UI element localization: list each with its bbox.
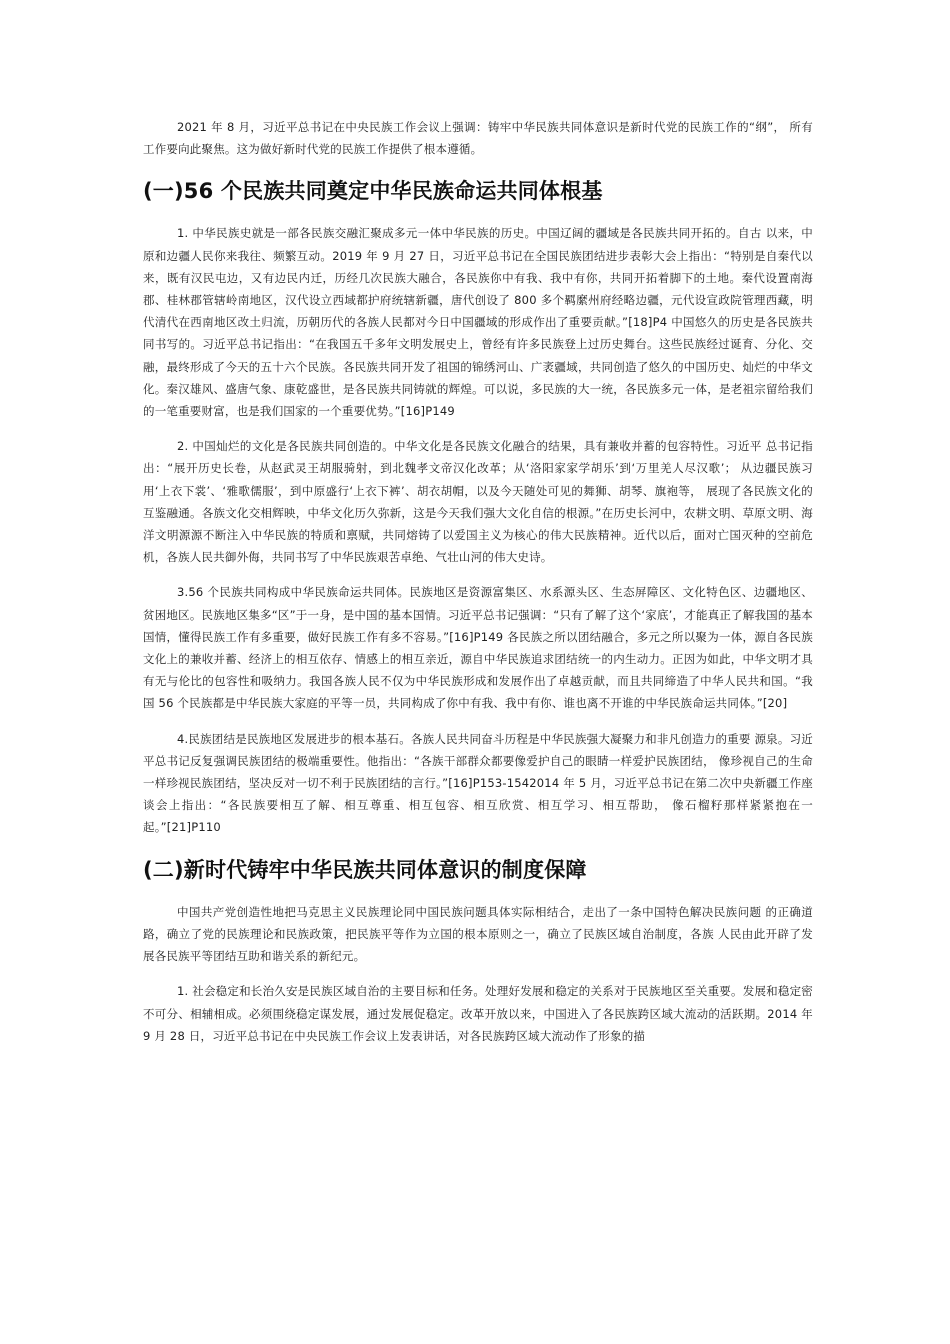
- section-1-paragraph-1: 1. 中华民族史就是一部各民族交融汇聚成多元一体中华民族的历史。中国辽阔的疆域是各民族共同开拓的。自古 以来，中原和边疆人民你来我往、频繁互动。2019 年 9 月 27 日，习近平总书记在全国民族团结进步表彰大会上指出：“特别是自秦代以来，既有汉民屯边，又有边民内迁，历经几次民族大融合，各民族你中有我、我中有你，共同开拓着脚下的土地。秦代设置南海郡、桂林郡管辖岭南地区，汉代设立西域都护府统辖新疆，唐代创设了 800 多个羁縻州府经略边疆，元代设宣政院管理西藏，明代清代在西南地区改土归流，历朝历代的各族人民都对今日中国疆域的形成作出了重要贡献。”[18]P4 中国悠久的历史是各民族共同书写的。习近平总书记指出：“在我国五千多年文明发展史上，曾经有许多民族登上过历史舞台。这些民族经过诞育、分化、交融，最终形成了今天的五十六个民族。各民族共同开发了祖国的锦绣河山、广袤疆域，共同创造了悠久的中国历史、灿烂的中华文化。秦汉雄风、盛唐气象、康乾盛世，是各民族共同铸就的辉煌。可以说，多民族的大一统，各民族多元一体，是老祖宗留给我们的一笔重要财富，也是我们国家的一个重要优势。”[16]P149: [143, 226, 813, 419]
- document-body: [143, 116, 813, 1047]
- section-1-paragraph-3: 3.56 个民族共同构成中华民族命运共同体。民族地区是资源富集区、水系源头区、生态屏障区、文化特色区、边疆地区、贫困地区。民族地区集多“区”于一身，是中国的基本国情。习近平总书记强调：“只有了解了这个‘家底’，才能真正了解我国的基本国情，懂得民族工作有多重要，做好民族工作有多不容易。”[16]P149 各民族之所以团结融合，多元之所以聚为一体，源自各民族文化上的兼收并蓄、经济上的相互依存、情感上的相互亲近，源自中华民族追求团结统一的内生动力。正因为如此，中华文明才具有无与伦比的包容性和吸纳力。我国各族人民不仅为中华民族形成和发展作出了卓越贡献，而且共同缔造了中华人民共和国。“我国 56 个民族都是中华民族大家庭的平等一员，共同构成了你中有我、我中有你、谁也离不开谁的中华民族命运共同体。”[20]: [143, 585, 813, 711]
- section-2-paragraph-1: 中国共产党创造性地把马克思主义民族理论同中国民族问题具体实际相结合，走出了一条中国特色解决民族问题 的正确道路，确立了党的民族理论和民族政策，把民族平等作为立国的根本原则之一，确立了民族区域自治制度，各族 人民由此开辟了发展各民族平等团结互助和谐关系的新纪元。: [143, 904, 813, 964]
- section-1-heading: (一)56 个民族共同奠定中华民族命运共同体根基: [143, 179, 603, 204]
- section-2-paragraph-2: 1. 社会稳定和长治久安是民族区域自治的主要目标和任务。处理好发展和稳定的关系对于民族地区至关重要。发展和稳定密不可分、相辅相成。必须围绕稳定谋发展，通过发展促稳定。改革开放以来，中国进入了各民族跨区域大流动的活跃期。2014 年 9 月 28 日，习近平总书记在中央民族工作会议上发表讲话，对各民族跨区域大流动作了形象的描: [143, 984, 813, 1043]
- section-1-paragraph-2: 2. 中国灿烂的文化是各民族共同创造的。中华文化是各民族文化融合的结果，具有兼收并蓄的包容特性。习近平 总书记指出：“展开历史长卷，从赵武灵王胡服骑射，到北魏孝文帝汉化改革；从‘洛阳家家学胡乐’到‘万里羌人尽汉歌’； 从边疆民族习用‘上衣下裳’、‘雅歌儒服’，到中原盛行‘上衣下裤’、胡衣胡帽，以及今天随处可见的舞狮、胡琴、旗袍等， 展现了各民族文化的互鉴融通。各族文化交相辉映，中华文化历久弥新，这是今天我们强大文化自信的根源。”在历史长河中，农耕文明、草原文明、海洋文明源源不断注入中华民族的特质和禀赋，共同熔铸了以爱国主义为核心的伟大民族精神。近代以后，面对亡国灭种的空前危机，各族人民共御外侮，共同书写了中华民族艰苦卓绝、气壮山河的伟大史诗。: [143, 439, 813, 565]
- section-1-paragraph-4: 4.民族团结是民族地区发展进步的根本基石。各族人民共同奋斗历程是中华民族强大凝聚力和非凡创造力的重要 源泉。习近平总书记反复强调民族团结的极端重要性。他指出：“各族干部群众都要像爱护自己的眼睛一样爱护民族团结， 像珍视自己的生命一样珍视民族团结，坚决反对一切不利于民族团结的言行。”[16]P153-1542014 年 5 月，习近平总书记在第二次中央新疆工作座谈会上指出：“各民族要相互了解、相互尊重、相互包容、相互欣赏、相互学习、相互帮助， 像石榴籽那样紧紧抱在一起。”[21]P110: [143, 731, 813, 835]
- intro-paragraph: 2021 年 8 月，习近平总书记在中央民族工作会议上强调：铸牢中华民族共同体意识是新时代党的民族工作的“纲”， 所有工作要向此聚焦。这为做好新时代党的民族工作提供了根本遵循。: [143, 120, 813, 157]
- section-2-heading: (二)新时代铸牢中华民族共同体意识的制度保障: [143, 857, 587, 882]
